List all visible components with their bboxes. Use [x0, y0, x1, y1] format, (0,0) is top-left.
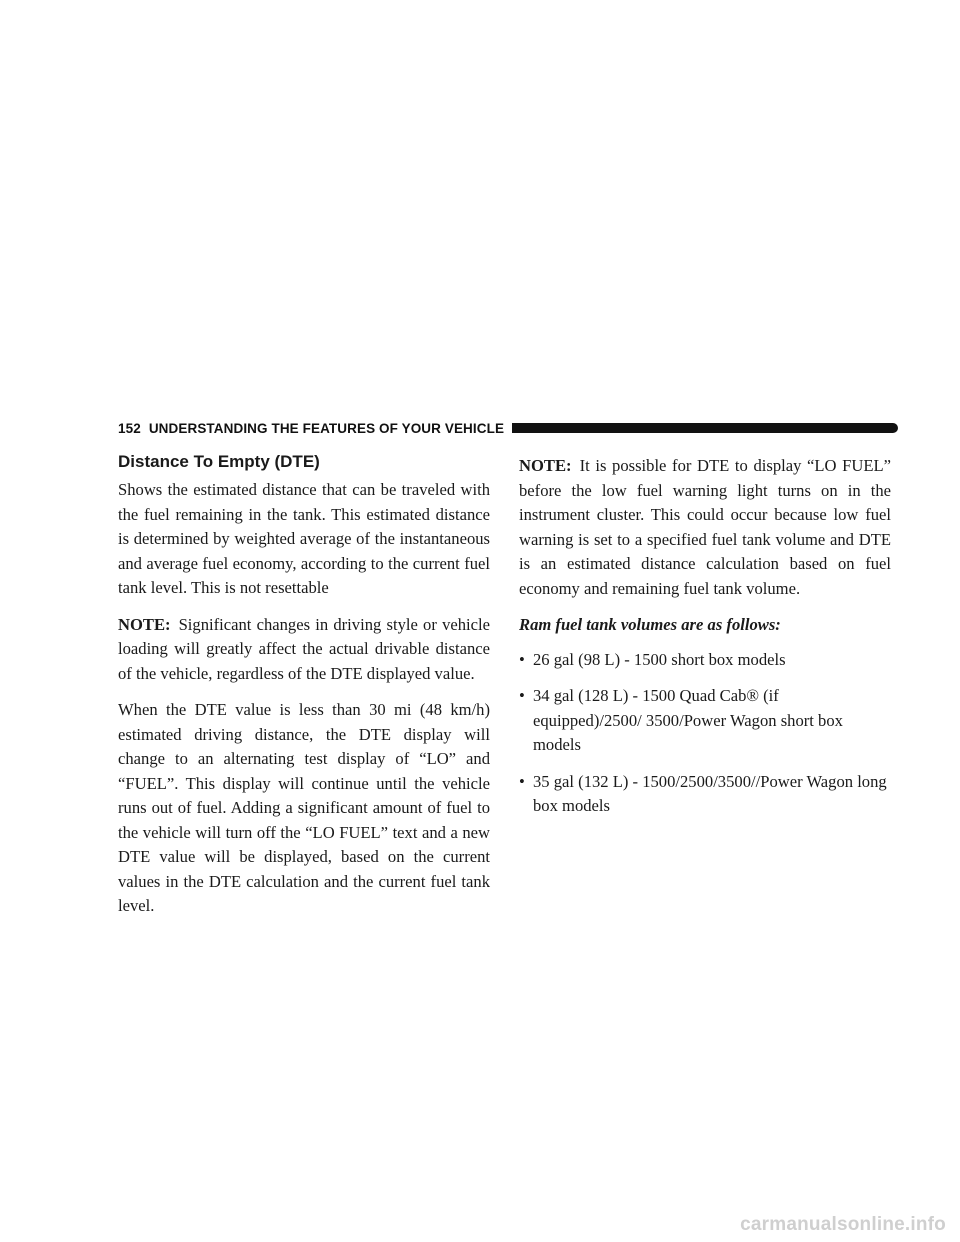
bullet-icon: • [519, 686, 525, 705]
note-label: NOTE: [118, 614, 171, 634]
list-item-text: 34 gal (128 L) - 1500 Quad Cab® (if equipped)/2500/ 3500/Power Wagon short box models [533, 686, 843, 754]
dte-note [118, 613, 490, 687]
list-item-text: 26 gal (98 L) - 1500 short box models [533, 649, 786, 669]
watermark-logo: carmanualsonline.info [740, 1214, 946, 1235]
header-bar [512, 423, 898, 433]
fuel-tank-list [519, 648, 891, 819]
lo-fuel-note [519, 454, 891, 601]
left-column [118, 450, 490, 931]
list-item [519, 770, 891, 819]
list-item-text: 35 gal (132 L) - 1500/2500/3500//Power Wagon long box models [533, 771, 887, 815]
fuel-tank-list-heading: Ram fuel tank volumes are as follows: [519, 615, 781, 634]
page-header [118, 418, 898, 438]
bullet-icon: • [519, 649, 525, 669]
dte-low-fuel-paragraph: When the DTE value is less than 30 mi (48 km/h) estimated driving distance, the DTE display will change to an alternating test display of “LO” and “FUEL”. This display will continue until the vehicle runs out of fuel. Adding a significant amount of fuel to the vehicle will turn off the “LO FUEL” text and a new DTE value will be displayed, based on the current values in the DTE calculation and the current fuel tank level. [118, 700, 490, 915]
list-item [519, 684, 891, 758]
list-item [519, 648, 891, 673]
section-title: UNDERSTANDING THE FEATURES OF YOUR VEHICLE [148, 420, 505, 436]
bullet-icon: • [519, 771, 525, 791]
dte-heading: Distance To Empty (DTE) [118, 452, 320, 471]
right-column [519, 454, 891, 831]
note-label: NOTE: [519, 456, 572, 475]
note-text: Significant changes in driving style or vehicle loading will greatly affect the actual drivable distance of the vehicle, regardless of the DTE displayed value. [118, 614, 490, 683]
note-text: It is possible for DTE to display “LO FUEL” before the low fuel warning light turns on in the instrument cluster. This could occur because low fuel warning is set to a specified fuel tank volume and DTE is an estimated distance calculation based on fuel economy and remaining fuel tank volume. [519, 456, 891, 598]
page-number: 152 [118, 420, 141, 436]
dte-description: Shows the estimated distance that can be traveled with the fuel remaining in the tank. This estimated distance is determined by weighted average of the instantaneous and average fuel economy, according to the current fuel tank level. This is not resettable [118, 480, 490, 597]
